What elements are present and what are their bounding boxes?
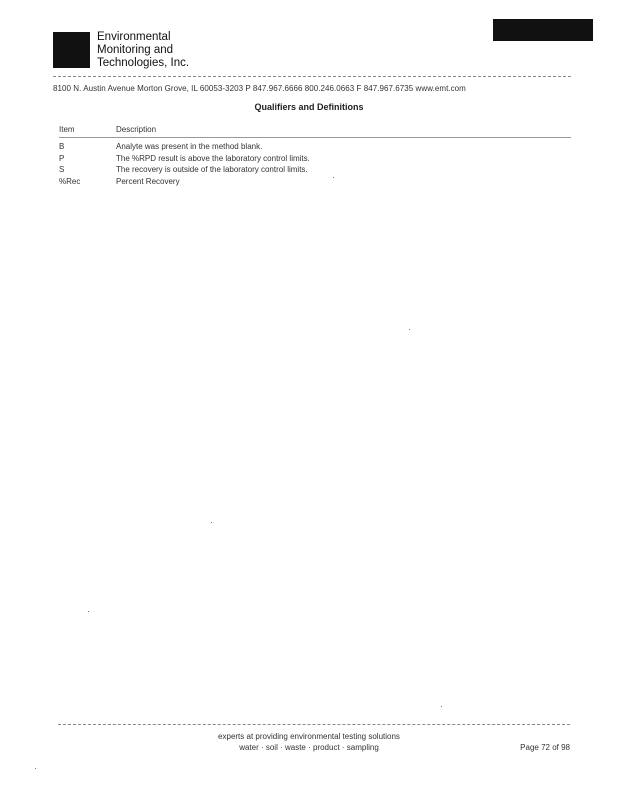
company-name-line-1: Environmental (97, 31, 171, 43)
qualifier-code: P (59, 153, 65, 163)
scan-speck (211, 522, 212, 523)
scan-speck (409, 329, 410, 330)
qualifier-description: Analyte was present in the method blank. (116, 142, 263, 151)
footer-services: water · soil · waste · product · sampling (239, 743, 379, 752)
page-number: Page 72 of 98 (520, 743, 570, 752)
qualifier-description: Percent Recovery (116, 176, 180, 186)
scan-speck (441, 706, 442, 707)
qualifiers-table (59, 125, 571, 188)
scan-speck (333, 177, 334, 178)
scan-speck (88, 611, 89, 612)
company-name (97, 31, 189, 70)
qualifier-code: S (59, 165, 65, 174)
company-logo (53, 32, 90, 68)
redaction-box (493, 19, 593, 41)
table-row (59, 154, 571, 166)
column-header-item: Item (59, 125, 75, 134)
company-name-line-2: Monitoring and (97, 44, 174, 56)
scan-speck (35, 768, 36, 769)
company-address: 8100 N. Austin Avenue Morton Grove, IL 60053-3203 P 847.967.6666 800.246.0663 F 847.967.6735 www.emt.com (53, 84, 466, 93)
company-name-line-3: Technologies, Inc. (97, 57, 190, 69)
column-header-description: Description (116, 125, 157, 134)
table-row (59, 165, 571, 177)
qualifier-description: The recovery is outside of the laboratory control limits. (116, 165, 308, 174)
table-header-divider (59, 137, 571, 138)
table-row (59, 177, 571, 189)
footer-divider (58, 724, 570, 725)
section-title: Qualifiers and Definitions (254, 102, 364, 112)
footer-tagline: experts at providing environmental testing solutions (218, 732, 400, 741)
qualifier-code: %Rec (59, 176, 81, 186)
table-row (59, 142, 571, 154)
table-header-row (59, 125, 571, 137)
header-divider (53, 76, 571, 77)
qualifier-description: The %RPD result is above the laboratory control limits. (116, 153, 310, 163)
qualifier-code: B (59, 142, 65, 151)
